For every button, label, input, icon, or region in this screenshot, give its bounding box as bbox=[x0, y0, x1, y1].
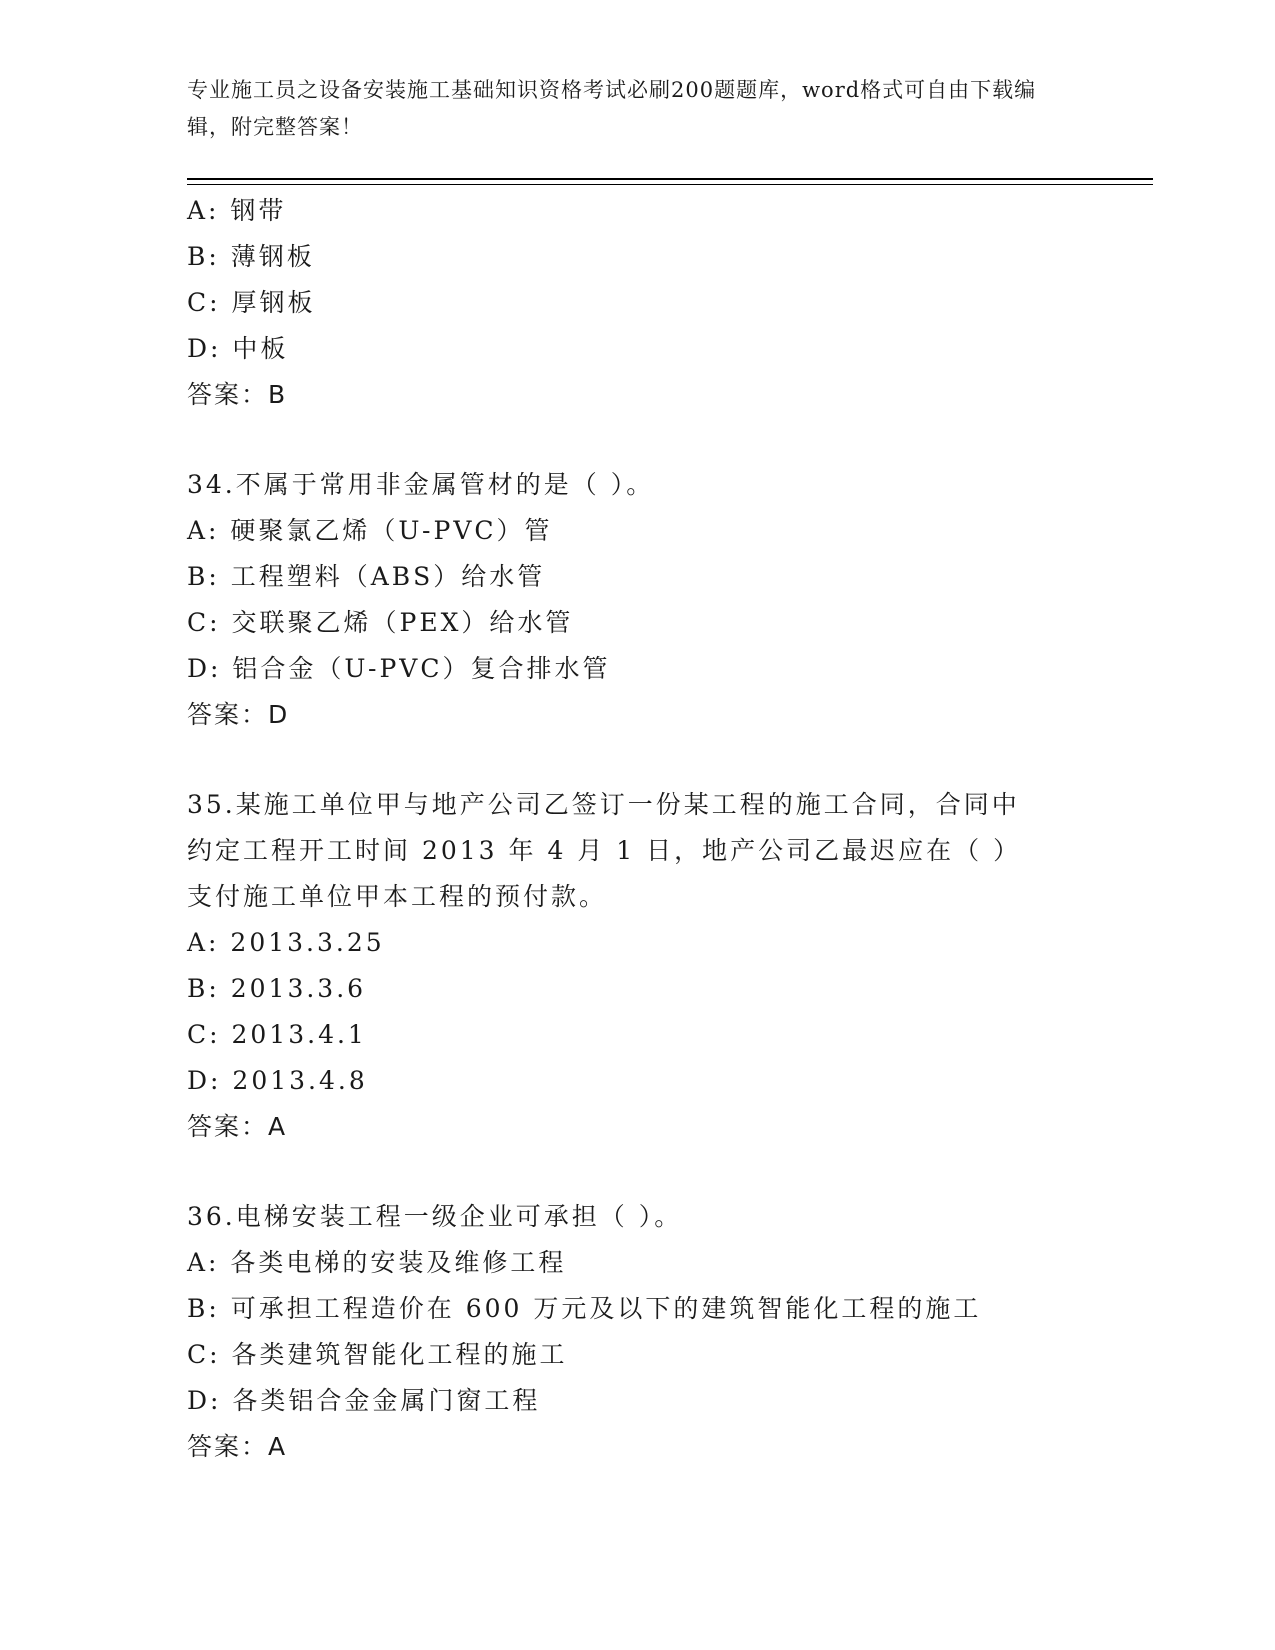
header-rule-thick bbox=[187, 178, 1153, 180]
option-a: A: 硬聚氯乙烯（U-PVC）管 bbox=[187, 516, 553, 545]
option-c: C: 交联聚乙烯（PEX）给水管 bbox=[187, 608, 574, 637]
option-a: A: 钢带 bbox=[187, 196, 287, 225]
option-b: B: 薄钢板 bbox=[187, 242, 315, 271]
option-d: D: 铝合金（U-PVC）复合排水管 bbox=[187, 654, 611, 683]
answer: 答案：B bbox=[187, 380, 288, 409]
question-35 bbox=[187, 782, 1087, 1150]
option-c: C: 各类建筑智能化工程的施工 bbox=[187, 1340, 568, 1369]
answer: 答案：D bbox=[187, 700, 290, 729]
document-header: 专业施工员之设备安装施工基础知识资格考试必刷200题题库，word格式可自由下载编辑，附完整答案！ bbox=[187, 78, 1037, 139]
question-stem: 34.不属于常用非金属管材的是（ ）。 bbox=[187, 470, 655, 499]
option-d: D: 2013.4.8 bbox=[187, 1066, 368, 1095]
option-a: A: 各类电梯的安装及维修工程 bbox=[187, 1248, 567, 1277]
question-36 bbox=[187, 1194, 1087, 1470]
question-stem: 35.某施工单位甲与地产公司乙签订一份某工程的施工合同，合同中约定工程开工时间 2013 年 4 月 1 日，地产公司乙最迟应在（ ）支付施工单位甲本工程的预付款。 bbox=[187, 790, 1022, 911]
question-list bbox=[187, 188, 1087, 1470]
option-d: D: 中板 bbox=[187, 334, 289, 363]
option-d: D: 各类铝合金金属门窗工程 bbox=[187, 1386, 541, 1415]
option-c: C: 2013.4.1 bbox=[187, 1020, 367, 1049]
option-b: B: 2013.3.6 bbox=[187, 974, 367, 1003]
option-b: B: 工程塑料（ABS）给水管 bbox=[187, 562, 546, 591]
option-c: C: 厚钢板 bbox=[187, 288, 316, 317]
header-rule-thin bbox=[187, 184, 1153, 185]
answer: 答案：A bbox=[187, 1112, 288, 1141]
question-34 bbox=[187, 462, 1087, 738]
option-a: A: 2013.3.25 bbox=[187, 928, 385, 957]
question-stem: 36.电梯安装工程一级企业可承担（ ）。 bbox=[187, 1202, 683, 1231]
question-33 bbox=[187, 188, 1087, 418]
answer: 答案：A bbox=[187, 1432, 288, 1461]
option-b: B: 可承担工程造价在 600 万元及以下的建筑智能化工程的施工 bbox=[187, 1294, 982, 1323]
